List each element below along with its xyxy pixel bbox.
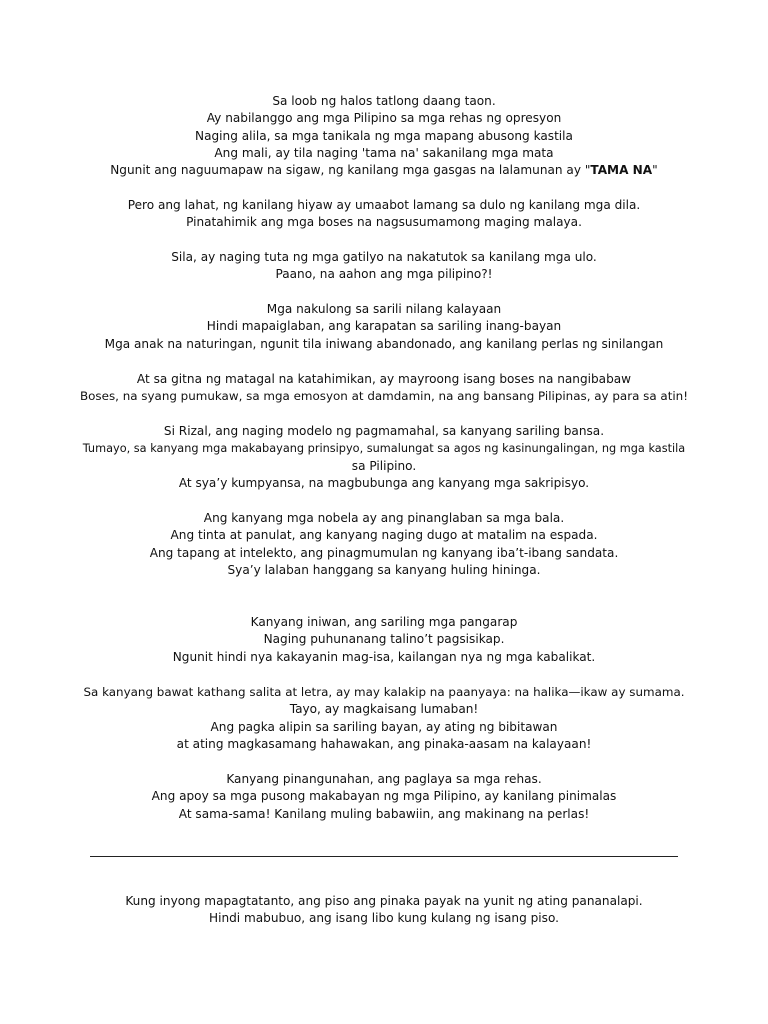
stanza-9 <box>80 684 688 753</box>
closing-quote: " <box>652 163 658 178</box>
stanza-3 <box>80 249 688 284</box>
note-line: Kung inyong mapagtatanto, ang piso ang pinaka payak na yunit ng ating pananalapi. <box>125 894 643 908</box>
poem-line: Sila, ay naging tuta ng mga gatilyo na nakatutok sa kanilang mga ulo. <box>171 250 597 264</box>
stanza-4 <box>80 301 688 353</box>
stanza-5 <box>80 371 688 406</box>
poem-line: sa Pilipino. <box>351 458 417 473</box>
stanza-1 <box>80 93 688 179</box>
poem-line: Naging puhunanang talino’t pagsisikap. <box>263 632 505 647</box>
poem-line: Boses, na syang pumukaw, sa mga emosyon at damdamin, na ang bansang Pilipinas, ay para sa atin! <box>80 389 688 404</box>
poem-line: Sa loob ng halos tatlong daang taon. <box>272 94 496 108</box>
poem-line: Si Rizal, ang naging modelo ng pagmamahal, sa kanyang sariling bansa. <box>163 424 605 438</box>
stanza-7 <box>80 510 688 579</box>
poem-line <box>80 162 688 179</box>
note-line: Hindi mabubuo, ang isang libo kung kulang ng isang piso. <box>208 911 559 926</box>
poem-line: Tumayo, sa kanyang mga makabayang prinsipyo, sumalungat sa agos ng kasinungalingan, ng mga kastila <box>82 442 686 456</box>
poem-line: Pero ang lahat, ng kanilang hiyaw ay umaabot lamang sa dulo ng kanilang mga dila. <box>127 198 641 212</box>
poem-line: At sama-sama! Kanilang muling babawiin, ang makinang na perlas! <box>178 806 590 821</box>
poem-line: Ang kanyang mga nobela ay ang pinanglaban sa mga bala. <box>203 511 565 525</box>
closing-note <box>80 893 688 928</box>
poem-line: Hindi mapaiglaban, ang karapatan sa sariling inang-bayan <box>206 319 562 334</box>
poem-line: Sya’y lalaban hanggang sa kanyang huling hininga. <box>227 562 541 577</box>
poem-line: Ang tinta at panulat, ang kanyang naging dugo at matalim na espada. <box>170 528 598 543</box>
poem-line: Pinatahimik ang mga boses na nagsusumamong maging malaya. <box>186 215 582 230</box>
poem-line: Ang tapang at intelekto, ang pinagmumulan ng kanyang iba’t-ibang sandata. <box>149 545 619 560</box>
poem-line: Sa kanyang bawat kathang salita at letra, ay may kalakip na paanyaya: na halika—ikaw ay sumama. <box>83 685 685 699</box>
stanza-8 <box>80 614 688 666</box>
poem-line: Mga nakulong sa sarili nilang kalayaan <box>266 302 502 316</box>
poem-line: Naging alila, sa mga tanikala ng mga mapang abusong kastila <box>195 128 573 143</box>
poem-line: Ay nabilanggo ang mga Pilipino sa mga rehas ng opresyon <box>206 111 562 126</box>
poem-line: Tayo, ay magkaisang lumaban! <box>289 702 479 717</box>
poem-line: At sa gitna ng matagal na katahimikan, ay mayroong isang boses na nangibabaw <box>136 372 632 386</box>
poem-line: Ang apoy sa mga pusong makabayan ng mga Pilipino, ay kanilang pinimalas <box>151 789 617 804</box>
poem-line-text: Ngunit ang naguumapaw na sigaw, ng kanilang mga gasgas na lalamunan ay " <box>110 163 591 178</box>
poem-line: Kanyang pinangunahan, ang paglaya sa mga rehas. <box>226 772 542 786</box>
poem-line: at ating magkasamang hahawakan, ang pinaka-aasam na kalayaan! <box>176 736 592 751</box>
horizontal-divider <box>90 856 678 857</box>
poem-line: Ngunit hindi nya kakayanin mag-isa, kailangan nya ng mga kabalikat. <box>172 649 596 664</box>
emphasized-phrase: TAMA NA <box>590 163 653 178</box>
stanza-6 <box>80 423 688 492</box>
poem-line: At sya’y kumpyansa, na magbubunga ang kanyang mga sakripisyo. <box>178 475 590 490</box>
stanza-2 <box>80 197 688 232</box>
poem-line: Paano, na aahon ang mga pilipino?! <box>275 267 493 282</box>
poem-line: Ang mali, ay tila naging 'tama na' sakanilang mga mata <box>214 145 554 160</box>
poem-line: Mga anak na naturingan, ngunit tila iniwang abandonado, ang kanilang perlas ng sinilangan <box>104 336 664 351</box>
poem-line: Ang pagka alipin sa sariling bayan, ay ating ng bibitawan <box>210 719 558 734</box>
stanza-10 <box>80 771 688 823</box>
poem-line: Kanyang iniwan, ang sariling mga pangarap <box>250 615 518 629</box>
